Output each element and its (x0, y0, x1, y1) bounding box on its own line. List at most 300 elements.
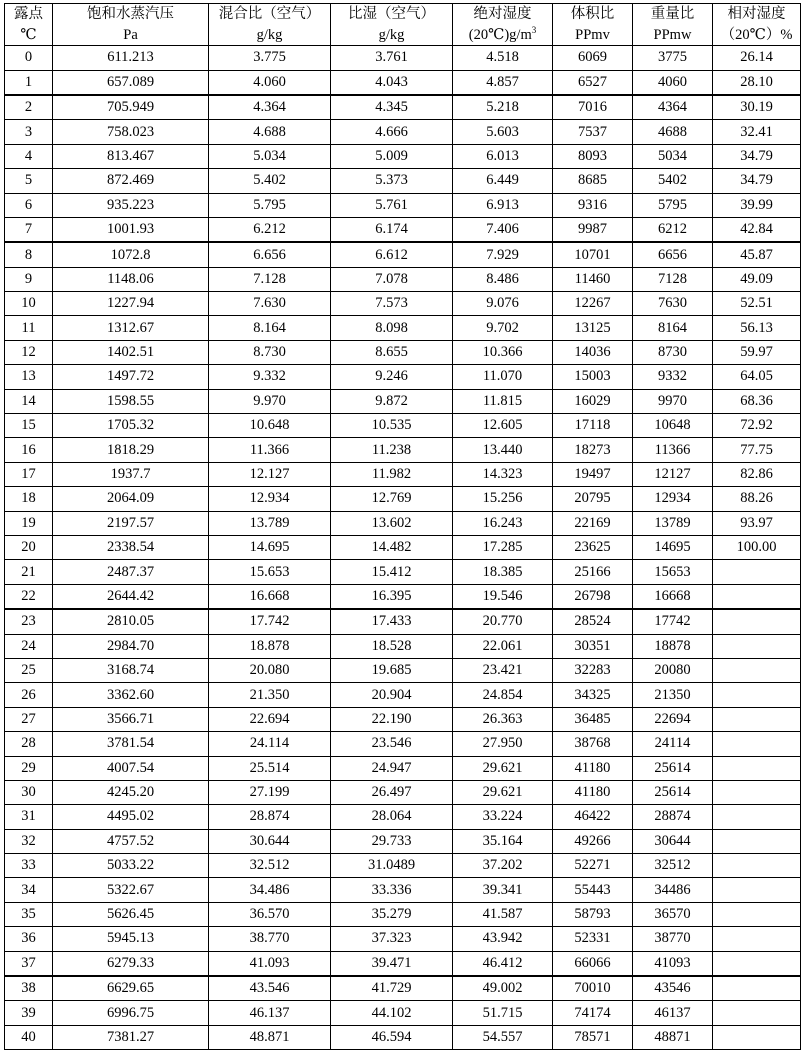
cell-dew-point: 34 (5, 878, 53, 902)
cell-mixing-ratio: 36.570 (209, 902, 331, 926)
cell-weight-ratio: 9970 (633, 389, 713, 413)
table-row (5, 878, 801, 902)
dew-point-table (4, 3, 801, 1050)
cell-relative-humidity: 34.79 (713, 169, 801, 193)
cell-weight-ratio: 17742 (633, 609, 713, 634)
cell-dew-point: 14 (5, 389, 53, 413)
cell-specific-humidity: 5.373 (331, 169, 453, 193)
cell-mixing-ratio: 5.034 (209, 144, 331, 168)
cell-dew-point: 17 (5, 462, 53, 486)
cell-volume-ratio: 14036 (553, 340, 633, 364)
cell-weight-ratio: 8730 (633, 340, 713, 364)
cell-absolute-humidity: 27.950 (453, 732, 553, 756)
cell-mixing-ratio: 41.093 (209, 951, 331, 976)
table-row (5, 634, 801, 658)
cell-relative-humidity (713, 584, 801, 609)
table-row (5, 120, 801, 144)
cell-mixing-ratio: 13.789 (209, 511, 331, 535)
table-row (5, 560, 801, 584)
cell-volume-ratio: 38768 (553, 732, 633, 756)
cell-weight-ratio: 32512 (633, 854, 713, 878)
cell-specific-humidity: 9.246 (331, 365, 453, 389)
cell-volume-ratio: 11460 (553, 267, 633, 291)
cell-volume-ratio: 25166 (553, 560, 633, 584)
cell-mixing-ratio: 8.164 (209, 316, 331, 340)
cell-relative-humidity: 72.92 (713, 414, 801, 438)
cell-specific-humidity: 6.174 (331, 217, 453, 242)
table-body (5, 46, 801, 1050)
cell-absolute-humidity: 7.929 (453, 242, 553, 267)
cell-specific-humidity: 37.323 (331, 927, 453, 951)
cell-dew-point: 0 (5, 46, 53, 70)
cell-mixing-ratio: 28.874 (209, 805, 331, 829)
cell-weight-ratio: 43546 (633, 976, 713, 1001)
cell-volume-ratio: 32283 (553, 658, 633, 682)
cell-dew-point: 12 (5, 340, 53, 364)
table-row (5, 267, 801, 291)
cell-dew-point: 26 (5, 683, 53, 707)
cell-volume-ratio: 66066 (553, 951, 633, 976)
cell-absolute-humidity: 5.218 (453, 95, 553, 120)
cell-specific-humidity: 4.666 (331, 120, 453, 144)
header-weight-ratio: 重量比 (633, 4, 713, 25)
cell-absolute-humidity: 11.815 (453, 389, 553, 413)
cell-volume-ratio: 20795 (553, 487, 633, 511)
cell-absolute-humidity: 8.486 (453, 267, 553, 291)
cell-vapor-pressure: 1001.93 (53, 217, 209, 242)
cell-specific-humidity: 46.594 (331, 1025, 453, 1049)
table-row (5, 976, 801, 1001)
cell-mixing-ratio: 4.688 (209, 120, 331, 144)
cell-mixing-ratio: 17.742 (209, 609, 331, 634)
cell-absolute-humidity: 37.202 (453, 854, 553, 878)
unit-relative-humidity: （20℃）% (713, 25, 801, 46)
cell-specific-humidity: 8.655 (331, 340, 453, 364)
cell-relative-humidity (713, 780, 801, 804)
unit-absolute-humidity-text: (20℃)g/m (468, 26, 532, 43)
cell-relative-humidity: 32.41 (713, 120, 801, 144)
cell-dew-point: 2 (5, 95, 53, 120)
cell-specific-humidity: 35.279 (331, 902, 453, 926)
cell-volume-ratio: 74174 (553, 1001, 633, 1025)
cell-relative-humidity: 77.75 (713, 438, 801, 462)
cell-dew-point: 6 (5, 193, 53, 217)
cell-weight-ratio: 25614 (633, 756, 713, 780)
cell-relative-humidity: 45.87 (713, 242, 801, 267)
table-row (5, 46, 801, 70)
cell-dew-point: 4 (5, 144, 53, 168)
cell-relative-humidity: 28.10 (713, 70, 801, 95)
table-row (5, 144, 801, 168)
cell-relative-humidity: 30.19 (713, 95, 801, 120)
cell-volume-ratio: 8685 (553, 169, 633, 193)
cell-absolute-humidity: 22.061 (453, 634, 553, 658)
cell-weight-ratio: 38770 (633, 927, 713, 951)
table-row (5, 780, 801, 804)
cell-dew-point: 19 (5, 511, 53, 535)
cell-mixing-ratio: 4.364 (209, 95, 331, 120)
cell-weight-ratio: 5402 (633, 169, 713, 193)
cell-volume-ratio: 34325 (553, 683, 633, 707)
cell-vapor-pressure: 4245.20 (53, 780, 209, 804)
cell-weight-ratio: 3775 (633, 46, 713, 70)
table-row (5, 732, 801, 756)
cell-vapor-pressure: 5322.67 (53, 878, 209, 902)
cell-weight-ratio: 11366 (633, 438, 713, 462)
table-row (5, 70, 801, 95)
unit-mixing-ratio: g/kg (209, 25, 331, 46)
cell-vapor-pressure: 6629.65 (53, 976, 209, 1001)
cell-vapor-pressure: 4757.52 (53, 829, 209, 853)
cell-specific-humidity: 20.904 (331, 683, 453, 707)
cell-dew-point: 37 (5, 951, 53, 976)
table-row (5, 242, 801, 267)
cell-specific-humidity: 7.573 (331, 292, 453, 316)
table-row (5, 316, 801, 340)
unit-specific-humidity: g/kg (331, 25, 453, 46)
cell-specific-humidity: 39.471 (331, 951, 453, 976)
cell-absolute-humidity: 39.341 (453, 878, 553, 902)
table-row (5, 169, 801, 193)
cell-absolute-humidity: 19.546 (453, 584, 553, 609)
cell-dew-point: 25 (5, 658, 53, 682)
cell-relative-humidity: 34.79 (713, 144, 801, 168)
cell-dew-point: 8 (5, 242, 53, 267)
cell-absolute-humidity: 29.621 (453, 780, 553, 804)
cell-volume-ratio: 52271 (553, 854, 633, 878)
cell-specific-humidity: 4.043 (331, 70, 453, 95)
cell-mixing-ratio: 14.695 (209, 536, 331, 560)
cell-vapor-pressure: 4495.02 (53, 805, 209, 829)
cell-mixing-ratio: 4.060 (209, 70, 331, 95)
cell-specific-humidity: 26.497 (331, 780, 453, 804)
cell-volume-ratio: 9316 (553, 193, 633, 217)
cell-mixing-ratio: 12.127 (209, 462, 331, 486)
cell-vapor-pressure: 813.467 (53, 144, 209, 168)
cell-absolute-humidity: 49.002 (453, 976, 553, 1001)
cell-volume-ratio: 46422 (553, 805, 633, 829)
cell-weight-ratio: 46137 (633, 1001, 713, 1025)
cell-dew-point: 5 (5, 169, 53, 193)
cell-weight-ratio: 25614 (633, 780, 713, 804)
cell-weight-ratio: 4364 (633, 95, 713, 120)
cell-absolute-humidity: 6.449 (453, 169, 553, 193)
cell-specific-humidity: 23.546 (331, 732, 453, 756)
table-row (5, 658, 801, 682)
cell-absolute-humidity: 18.385 (453, 560, 553, 584)
cell-absolute-humidity: 5.603 (453, 120, 553, 144)
cell-dew-point: 10 (5, 292, 53, 316)
cell-volume-ratio: 12267 (553, 292, 633, 316)
cell-dew-point: 36 (5, 927, 53, 951)
cell-volume-ratio: 7016 (553, 95, 633, 120)
table-row (5, 683, 801, 707)
cell-weight-ratio: 8164 (633, 316, 713, 340)
cell-absolute-humidity: 14.323 (453, 462, 553, 486)
cell-dew-point: 1 (5, 70, 53, 95)
cell-vapor-pressure: 6996.75 (53, 1001, 209, 1025)
cell-vapor-pressure: 758.023 (53, 120, 209, 144)
cell-weight-ratio: 10648 (633, 414, 713, 438)
cell-specific-humidity: 6.612 (331, 242, 453, 267)
cell-mixing-ratio: 3.775 (209, 46, 331, 70)
cell-weight-ratio: 18878 (633, 634, 713, 658)
table-row (5, 854, 801, 878)
cell-absolute-humidity: 6.913 (453, 193, 553, 217)
cell-weight-ratio: 30644 (633, 829, 713, 853)
cell-weight-ratio: 13789 (633, 511, 713, 535)
cell-relative-humidity (713, 902, 801, 926)
cell-relative-humidity (713, 829, 801, 853)
cell-weight-ratio: 4688 (633, 120, 713, 144)
cell-dew-point: 7 (5, 217, 53, 242)
cell-specific-humidity: 31.0489 (331, 854, 453, 878)
cell-dew-point: 3 (5, 120, 53, 144)
cell-specific-humidity: 11.982 (331, 462, 453, 486)
cell-absolute-humidity: 4.518 (453, 46, 553, 70)
cell-relative-humidity (713, 732, 801, 756)
cell-volume-ratio: 10701 (553, 242, 633, 267)
cell-vapor-pressure: 2064.09 (53, 487, 209, 511)
cell-specific-humidity: 15.412 (331, 560, 453, 584)
cell-dew-point: 39 (5, 1001, 53, 1025)
cell-vapor-pressure: 1402.51 (53, 340, 209, 364)
cell-absolute-humidity: 35.164 (453, 829, 553, 853)
cell-vapor-pressure: 1072.8 (53, 242, 209, 267)
cell-relative-humidity (713, 854, 801, 878)
table-row (5, 951, 801, 976)
cell-mixing-ratio: 5.795 (209, 193, 331, 217)
cell-specific-humidity: 17.433 (331, 609, 453, 634)
cell-specific-humidity: 3.761 (331, 46, 453, 70)
cell-relative-humidity: 42.84 (713, 217, 801, 242)
cell-dew-point: 18 (5, 487, 53, 511)
table-row (5, 487, 801, 511)
cell-vapor-pressure: 705.949 (53, 95, 209, 120)
cell-vapor-pressure: 7381.27 (53, 1025, 209, 1049)
cell-dew-point: 31 (5, 805, 53, 829)
cell-mixing-ratio: 24.114 (209, 732, 331, 756)
cell-vapor-pressure: 1148.06 (53, 267, 209, 291)
cell-absolute-humidity: 4.857 (453, 70, 553, 95)
cell-mixing-ratio: 21.350 (209, 683, 331, 707)
cell-dew-point: 32 (5, 829, 53, 853)
cell-relative-humidity: 64.05 (713, 365, 801, 389)
cell-mixing-ratio: 16.668 (209, 584, 331, 609)
cell-mixing-ratio: 48.871 (209, 1025, 331, 1049)
cell-specific-humidity: 5.761 (331, 193, 453, 217)
cell-specific-humidity: 29.733 (331, 829, 453, 853)
cell-mixing-ratio: 9.970 (209, 389, 331, 413)
header-mixing-ratio: 混合比（空气） (209, 4, 331, 25)
cell-vapor-pressure: 3566.71 (53, 707, 209, 731)
cell-absolute-humidity: 9.702 (453, 316, 553, 340)
cell-vapor-pressure: 3781.54 (53, 732, 209, 756)
table-row (5, 805, 801, 829)
cell-weight-ratio: 20080 (633, 658, 713, 682)
cell-dew-point: 30 (5, 780, 53, 804)
cell-weight-ratio: 5795 (633, 193, 713, 217)
header-saturated-vapor-pressure: 饱和水蒸汽压 (53, 4, 209, 25)
unit-volume-ratio: PPmv (553, 25, 633, 46)
cell-relative-humidity: 59.97 (713, 340, 801, 364)
table-row (5, 609, 801, 634)
cell-vapor-pressure: 3362.60 (53, 683, 209, 707)
cell-mixing-ratio: 6.656 (209, 242, 331, 267)
cell-mixing-ratio: 7.630 (209, 292, 331, 316)
cell-dew-point: 40 (5, 1025, 53, 1049)
cell-relative-humidity (713, 878, 801, 902)
cell-weight-ratio: 15653 (633, 560, 713, 584)
cell-relative-humidity: 52.51 (713, 292, 801, 316)
cell-volume-ratio: 41180 (553, 756, 633, 780)
cell-dew-point: 13 (5, 365, 53, 389)
cell-dew-point: 11 (5, 316, 53, 340)
cell-volume-ratio: 26798 (553, 584, 633, 609)
cell-relative-humidity: 39.99 (713, 193, 801, 217)
cell-absolute-humidity: 16.243 (453, 511, 553, 535)
cell-vapor-pressure: 1937.7 (53, 462, 209, 486)
table-row (5, 193, 801, 217)
cell-relative-humidity (713, 658, 801, 682)
cell-weight-ratio: 16668 (633, 584, 713, 609)
cell-vapor-pressure: 6279.33 (53, 951, 209, 976)
header-dew-point: 露点 (5, 4, 53, 25)
cell-volume-ratio: 30351 (553, 634, 633, 658)
cell-vapor-pressure: 3168.74 (53, 658, 209, 682)
table-row (5, 462, 801, 486)
cell-relative-humidity: 26.14 (713, 46, 801, 70)
cell-vapor-pressure: 4007.54 (53, 756, 209, 780)
cell-specific-humidity: 7.078 (331, 267, 453, 291)
cell-vapor-pressure: 1818.29 (53, 438, 209, 462)
cell-mixing-ratio: 5.402 (209, 169, 331, 193)
cell-mixing-ratio: 8.730 (209, 340, 331, 364)
cell-absolute-humidity: 10.366 (453, 340, 553, 364)
table-row (5, 1001, 801, 1025)
cell-vapor-pressure: 2197.57 (53, 511, 209, 535)
cell-dew-point: 29 (5, 756, 53, 780)
cell-specific-humidity: 12.769 (331, 487, 453, 511)
cell-relative-humidity: 88.26 (713, 487, 801, 511)
cell-relative-humidity (713, 951, 801, 976)
cell-absolute-humidity: 7.406 (453, 217, 553, 242)
cell-absolute-humidity: 12.605 (453, 414, 553, 438)
cell-mixing-ratio: 43.546 (209, 976, 331, 1001)
cell-absolute-humidity: 29.621 (453, 756, 553, 780)
cell-vapor-pressure: 5033.22 (53, 854, 209, 878)
table-row (5, 584, 801, 609)
cell-volume-ratio: 6069 (553, 46, 633, 70)
cell-specific-humidity: 4.345 (331, 95, 453, 120)
cell-specific-humidity: 10.535 (331, 414, 453, 438)
cell-relative-humidity (713, 976, 801, 1001)
cell-dew-point: 16 (5, 438, 53, 462)
cell-mixing-ratio: 20.080 (209, 658, 331, 682)
cell-relative-humidity (713, 927, 801, 951)
cell-volume-ratio: 7537 (553, 120, 633, 144)
cell-weight-ratio: 4060 (633, 70, 713, 95)
cell-volume-ratio: 8093 (553, 144, 633, 168)
cell-mixing-ratio: 22.694 (209, 707, 331, 731)
cell-volume-ratio: 70010 (553, 976, 633, 1001)
unit-dew-point: ℃ (5, 25, 53, 46)
cell-absolute-humidity: 43.942 (453, 927, 553, 951)
cell-specific-humidity: 41.729 (331, 976, 453, 1001)
cell-relative-humidity: 56.13 (713, 316, 801, 340)
cell-weight-ratio: 7630 (633, 292, 713, 316)
cell-volume-ratio: 55443 (553, 878, 633, 902)
cell-mixing-ratio: 32.512 (209, 854, 331, 878)
cell-dew-point: 28 (5, 732, 53, 756)
cell-relative-humidity (713, 805, 801, 829)
cell-relative-humidity (713, 1025, 801, 1049)
cell-weight-ratio: 28874 (633, 805, 713, 829)
cell-specific-humidity: 19.685 (331, 658, 453, 682)
cell-mixing-ratio: 7.128 (209, 267, 331, 291)
table-row (5, 95, 801, 120)
cell-mixing-ratio: 38.770 (209, 927, 331, 951)
cell-relative-humidity: 100.00 (713, 536, 801, 560)
header-absolute-humidity: 绝对湿度 (453, 4, 553, 25)
cell-vapor-pressure: 2644.42 (53, 584, 209, 609)
cell-specific-humidity: 24.947 (331, 756, 453, 780)
cell-vapor-pressure: 1705.32 (53, 414, 209, 438)
cell-specific-humidity: 8.098 (331, 316, 453, 340)
table-row (5, 756, 801, 780)
cell-weight-ratio: 6212 (633, 217, 713, 242)
cell-specific-humidity: 5.009 (331, 144, 453, 168)
cell-volume-ratio: 28524 (553, 609, 633, 634)
cell-mixing-ratio: 25.514 (209, 756, 331, 780)
cell-weight-ratio: 21350 (633, 683, 713, 707)
cell-specific-humidity: 9.872 (331, 389, 453, 413)
table-row (5, 536, 801, 560)
table-row (5, 902, 801, 926)
unit-absolute-humidity (453, 25, 553, 46)
cell-specific-humidity: 28.064 (331, 805, 453, 829)
cell-relative-humidity (713, 1001, 801, 1025)
cell-absolute-humidity: 51.715 (453, 1001, 553, 1025)
cell-vapor-pressure: 5945.13 (53, 927, 209, 951)
cell-absolute-humidity: 24.854 (453, 683, 553, 707)
cell-specific-humidity: 22.190 (331, 707, 453, 731)
header-volume-ratio: 体积比 (553, 4, 633, 25)
cell-dew-point: 33 (5, 854, 53, 878)
cell-specific-humidity: 11.238 (331, 438, 453, 462)
cell-weight-ratio: 5034 (633, 144, 713, 168)
cell-mixing-ratio: 34.486 (209, 878, 331, 902)
cell-dew-point: 9 (5, 267, 53, 291)
cell-absolute-humidity: 23.421 (453, 658, 553, 682)
cell-weight-ratio: 14695 (633, 536, 713, 560)
cell-absolute-humidity: 13.440 (453, 438, 553, 462)
cell-weight-ratio: 22694 (633, 707, 713, 731)
cell-volume-ratio: 23625 (553, 536, 633, 560)
table-row (5, 707, 801, 731)
cell-specific-humidity: 14.482 (331, 536, 453, 560)
header-row-titles (5, 4, 801, 25)
header-relative-humidity: 相对湿度 (713, 4, 801, 25)
table-row (5, 340, 801, 364)
cell-absolute-humidity: 54.557 (453, 1025, 553, 1049)
cell-absolute-humidity: 26.363 (453, 707, 553, 731)
cell-volume-ratio: 9987 (553, 217, 633, 242)
cell-specific-humidity: 44.102 (331, 1001, 453, 1025)
cell-volume-ratio: 58793 (553, 902, 633, 926)
cell-volume-ratio: 17118 (553, 414, 633, 438)
table-row (5, 217, 801, 242)
